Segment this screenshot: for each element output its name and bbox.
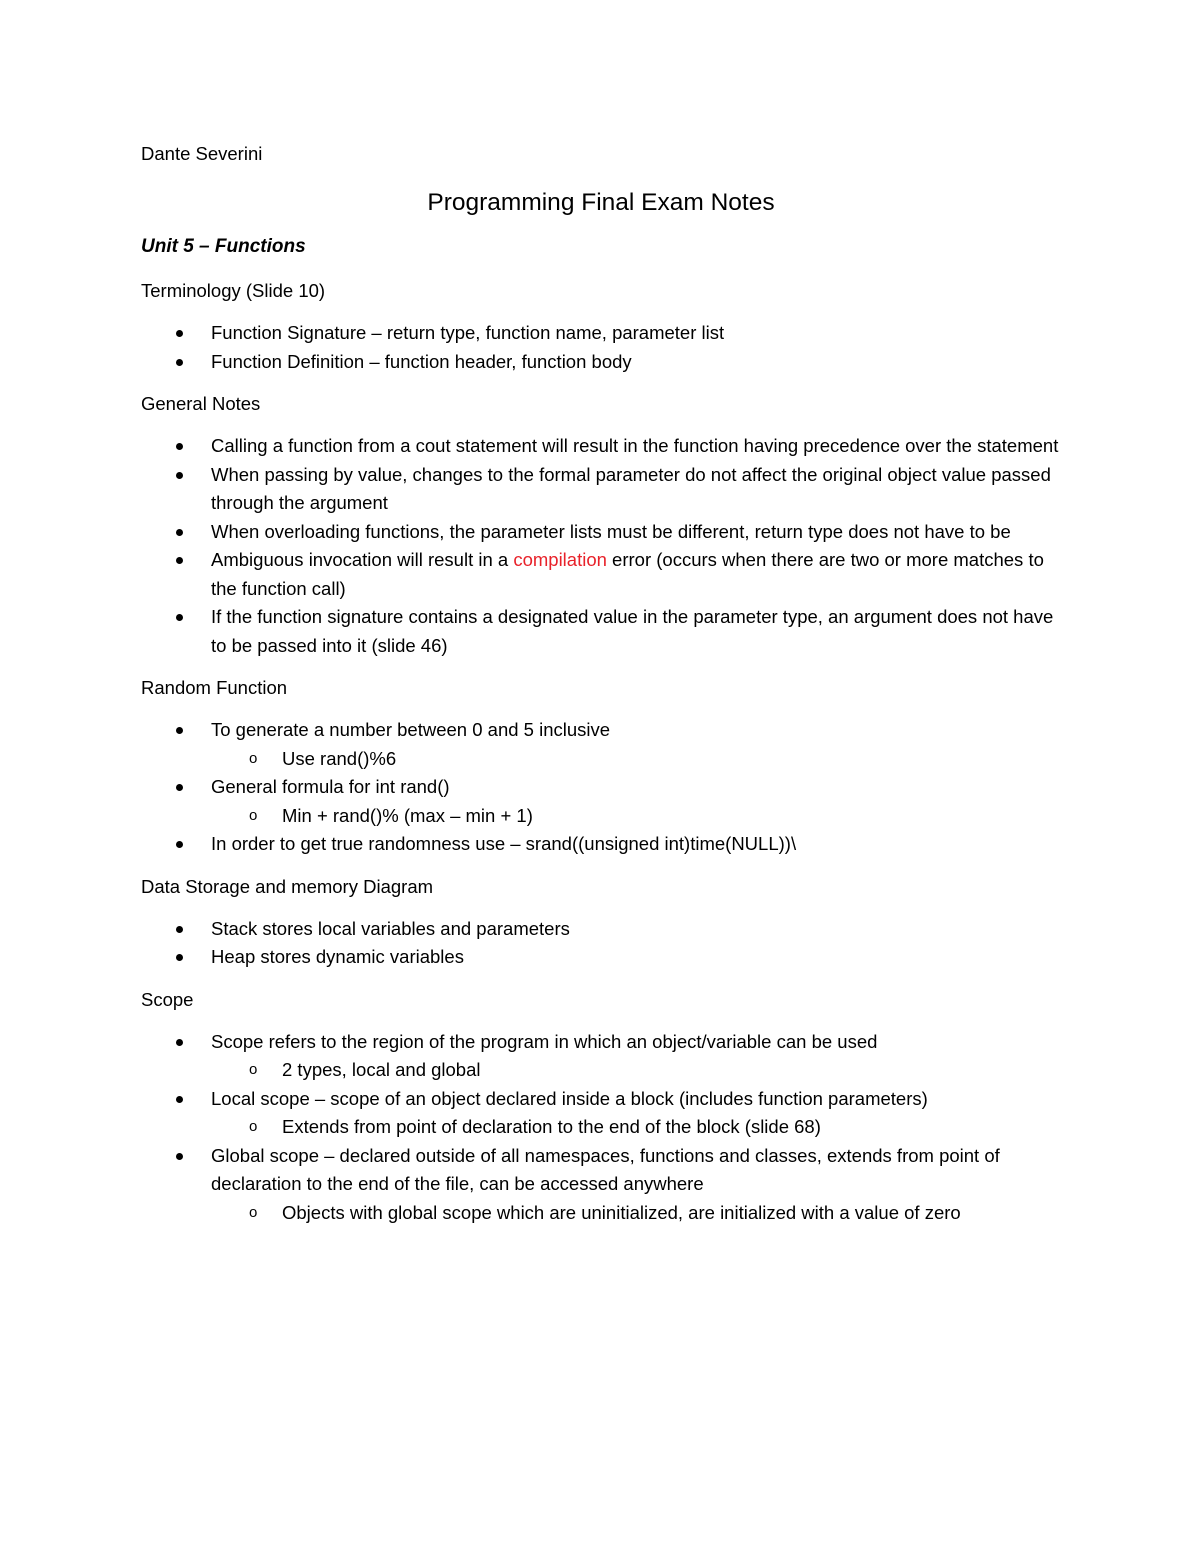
bullet-icon [176,330,183,337]
sub-list-item [211,1199,1061,1228]
sub-bullet-icon: o [249,1061,258,1078]
bullet-icon [176,784,183,791]
list-item-text: When passing by value, changes to the formal parameter do not affect the original object value passed through the argument [211,463,1051,513]
sub-list-item-text: Extends from point of declaration to the end of the block (slide 68) [282,1116,821,1137]
bullet-icon [176,841,183,848]
list-item-text: In order to get true randomness use – srand((unsigned int)time(NULL))\ [211,833,797,854]
unit-heading: Unit 5 – Functions [141,236,306,257]
list-item-text: Scope refers to the region of the program in which an object/variable can be used [211,1030,878,1052]
bullet-icon [176,926,183,933]
list-item-text [211,549,1044,599]
list-item-text: Local scope – scope of an object declared inside a block (includes function parameters) [211,1087,928,1109]
sub-bullet-icon: o [249,1203,258,1221]
bullet-icon [176,1096,183,1103]
list-item-text: Heap stores dynamic variables [211,946,464,967]
sub-list-item [211,1113,1061,1142]
list-item [141,1028,1061,1085]
sub-list [211,1113,1061,1142]
sub-list [211,1199,1061,1228]
list-item [141,546,1061,603]
scope-list [141,1028,1061,1228]
list-item [141,603,1061,660]
section-heading-scope: Scope [141,988,194,1010]
list-item [141,716,1061,773]
list-item [141,348,1061,377]
sub-list-item-text: Objects with global scope which are uninitialized, are initialized with a value of zero [282,1201,961,1223]
bullet-icon [176,359,183,366]
section-heading-terminology: Terminology (Slide 10) [141,280,326,301]
list-item-text: To generate a number between 0 and 5 inclusive [211,719,611,740]
sub-list [211,1056,1061,1085]
sub-list-item-text: Use rand()%6 [282,747,397,769]
list-item-text: Function Signature – return type, function name, parameter list [211,322,725,343]
list-item-text: If the function signature contains a designated value in the parameter type, an argument does not have to be passed into it (slide 46) [211,606,1054,656]
sub-list-item-text: 2 types, local and global [282,1059,481,1080]
sub-list-item [211,1056,1061,1085]
section-heading-general-notes: General Notes [141,393,261,414]
bullet-icon [176,557,183,564]
terminology-list [141,319,1061,376]
bullet-icon [176,472,183,479]
bullet-icon [176,954,183,961]
sub-list [211,802,1061,831]
sub-list [211,745,1061,774]
sub-bullet-icon: o [249,1118,258,1135]
document-page [141,140,1061,1227]
list-item [141,319,1061,348]
list-item [141,773,1061,830]
list-item [141,1085,1061,1142]
list-item [141,461,1061,518]
list-item-text: When overloading functions, the parameter lists must be different, return type does not have to be [211,520,1011,542]
section-heading-random-function: Random Function [141,677,288,698]
data-storage-list [141,915,1061,972]
list-item-text-after: error (occurs when there are two or more matches to the function call) [211,549,1044,599]
bullet-icon [176,529,183,536]
list-item [141,830,1061,859]
list-item-text: Stack stores local variables and parameters [211,917,570,939]
random-function-list [141,716,1061,859]
bullet-icon [176,614,183,621]
bullet-icon [176,443,183,450]
section-heading-data-storage: Data Storage and memory Diagram [141,875,434,897]
list-item [141,432,1061,461]
bullet-icon [176,1039,183,1046]
list-item [141,915,1061,944]
list-item-text: Function Definition – function header, function body [211,350,632,372]
list-item [141,1142,1061,1228]
author-name: Dante Severini [141,143,263,164]
sub-bullet-icon: o [249,806,258,824]
list-item-text: Calling a function from a cout statement will result in the function having precedence over the statement [211,435,1059,456]
list-item-text-before: Ambiguous invocation will result in a [211,549,514,570]
sub-bullet-icon: o [249,749,258,767]
sub-list-item [211,745,1061,774]
list-item [141,943,1061,972]
sub-list-item-text: Min + rand()% (max – min + 1) [282,804,533,826]
page-title: Programming Final Exam Notes [427,189,775,216]
bullet-icon [176,727,183,734]
general-notes-list [141,432,1061,660]
list-item [141,518,1061,547]
sub-list-item [211,802,1061,831]
bullet-icon [176,1153,183,1160]
list-item-text: General formula for int rand() [211,776,450,797]
highlighted-term: compilation [513,549,607,570]
list-item-text: Global scope – declared outside of all namespaces, functions and classes, extends from point of declaration to the end of the file, can be accessed anywhere [211,1144,1000,1194]
